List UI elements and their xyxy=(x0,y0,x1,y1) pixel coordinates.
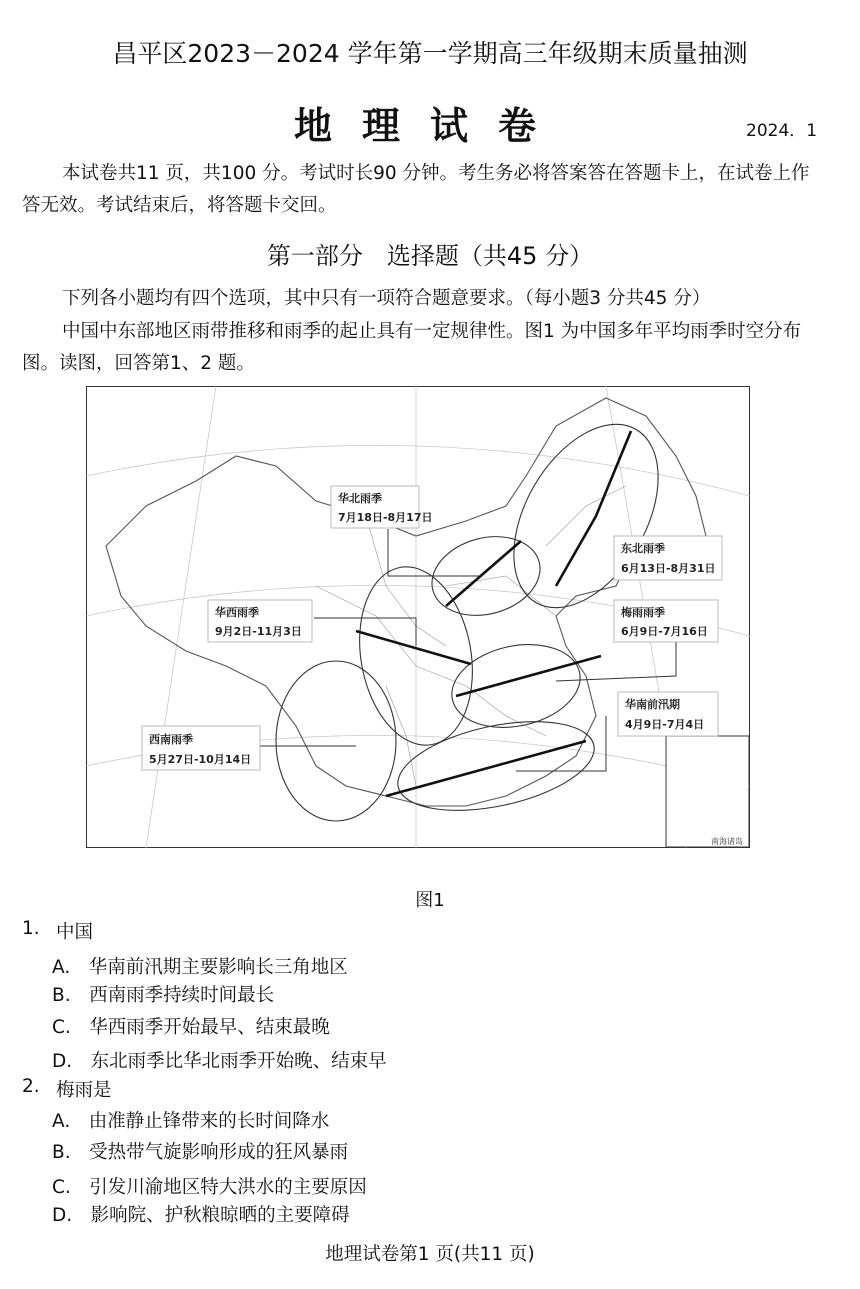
label-dates: 4月9日-7月4日 xyxy=(625,718,705,731)
page-footer: 地理试卷第1 页(共11 页) xyxy=(325,1244,535,1265)
section-title: 第一部分 选择题（共45 分） xyxy=(266,242,594,270)
label-west-china xyxy=(208,600,312,642)
label-name: 东北雨季 xyxy=(621,542,665,555)
question-2-option-c: C. 引发川渝地区特大洪水的主要原因 xyxy=(52,1177,367,1198)
exam-date: 2024．1 xyxy=(746,121,818,141)
exam-title: 昌平区2023－2024 学年第一学期高三年级期末质量抽测 xyxy=(112,39,748,68)
inset-label: 南海诸岛 xyxy=(711,837,743,846)
label-name: 西南雨季 xyxy=(149,733,193,746)
subject-title: 地理试卷 xyxy=(293,104,566,148)
label-dates: 5月27日-10月14日 xyxy=(149,753,252,766)
context-paragraph: 中国中东部地区雨带推移和雨季的起止具有一定规律性。图1 为中国多年平均雨季时空分布图。读图，回答第1、2 题。 xyxy=(22,321,802,374)
question-2-option-b: B. 受热带气旋影响形成的狂风暴雨 xyxy=(52,1142,349,1163)
question-1-option-b: B. 西南雨季持续时间最长 xyxy=(52,985,275,1006)
figure-caption: 图1 xyxy=(415,890,445,911)
label-dates: 7月18日-8月17日 xyxy=(338,511,433,524)
label-dates: 6月13日-8月31日 xyxy=(621,562,716,575)
label-name: 华北雨季 xyxy=(338,492,382,505)
rain-season-map xyxy=(86,386,750,848)
label-dates: 6月9日-7月16日 xyxy=(621,625,708,638)
question-1-option-a: A. 华南前汛期主要影响长三角地区 xyxy=(52,957,348,978)
label-northeast xyxy=(614,536,722,580)
label-meiyu xyxy=(614,600,718,642)
question-2-number: 2. xyxy=(22,1076,40,1097)
question-2-option-a: A. 由准静止锋带来的长时间降水 xyxy=(52,1111,330,1132)
question-1-option-c: C. 华西雨季开始最早、结束最晚 xyxy=(52,1017,330,1038)
question-1-stem: 中国 xyxy=(56,922,94,943)
label-name: 华西雨季 xyxy=(215,606,259,619)
intro-paragraph: 本试卷共11 页，共100 分。考试时长90 分钟。考生务必将答案答在答题卡上，在试卷上作答无效。考试结束后，将答题卡交回。 xyxy=(22,163,810,216)
label-name: 梅雨雨季 xyxy=(621,606,665,619)
label-north-china xyxy=(331,486,433,528)
label-dates: 9月2日-11月3日 xyxy=(215,625,302,638)
label-name: 华南前汛期 xyxy=(625,698,680,711)
question-1-number: 1. xyxy=(22,918,40,939)
question-2-option-d: D. 影响院、护秋粮晾晒的主要障碍 xyxy=(52,1205,350,1226)
south-china-sea-inset xyxy=(666,736,749,847)
question-1-option-d: D. 东北雨季比华北雨季开始晚、结束早 xyxy=(52,1051,387,1072)
instruction-paragraph: 下列各小题均有四个选项，其中只有一项符合题意要求。（每小题3 分共45 分） xyxy=(62,288,711,309)
question-2-stem: 梅雨是 xyxy=(56,1080,112,1101)
label-southwest xyxy=(142,726,260,770)
label-south-china xyxy=(618,692,718,736)
